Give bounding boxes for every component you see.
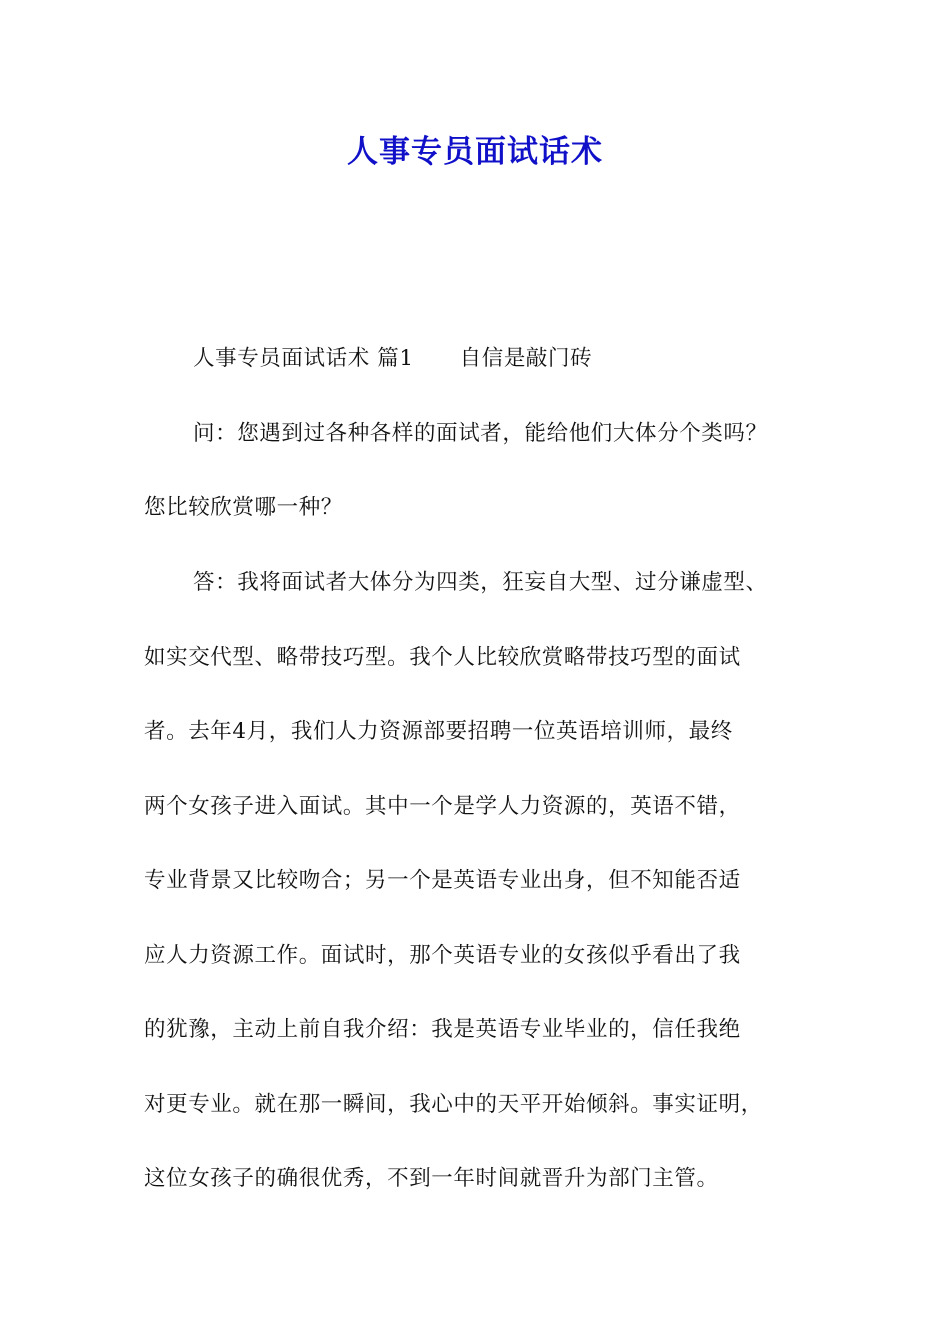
paragraph-line: 两个女孩子进入面试。其中一个是学人力资源的，英语不错，	[144, 794, 741, 819]
section-heading: 人事专员面试话术 篇1	[193, 346, 414, 371]
paragraph-line: 问：您遇到过各种各样的面试者，能给他们大体分个类吗？	[193, 421, 768, 446]
section-subtitle: 自信是敲门砖	[459, 346, 593, 371]
paragraph-line: 如实交代型、略带技巧型。我个人比较欣赏略带技巧型的面试	[144, 645, 741, 670]
paragraph-line: 您比较欣赏哪一种？	[144, 495, 343, 520]
paragraph-line: 专业背景又比较吻合；另一个是英语专业出身，但不知能否适	[144, 868, 741, 893]
paragraph-line: 的犹豫，主动上前自我介绍：我是英语专业毕业的，信任我绝	[144, 1017, 741, 1042]
paragraph-line: 者。去年4月，我们人力资源部要招聘一位英语培训师，最终	[144, 719, 733, 744]
paragraph-line: 对更专业。就在那一瞬间，我心中的天平开始倾斜。事实证明，	[144, 1092, 763, 1117]
paragraph-line: 应人力资源工作。面试时，那个英语专业的女孩似乎看出了我	[144, 943, 741, 968]
paragraph-line: 这位女孩子的确很优秀，不到一年时间就晋升为部门主管。	[144, 1166, 719, 1191]
section-heading-line	[193, 342, 883, 376]
paragraph-line: 答：我将面试者大体分为四类，狂妄自大型、过分谦虚型、	[193, 570, 768, 595]
document-title: 人事专员面试话术	[347, 134, 603, 170]
